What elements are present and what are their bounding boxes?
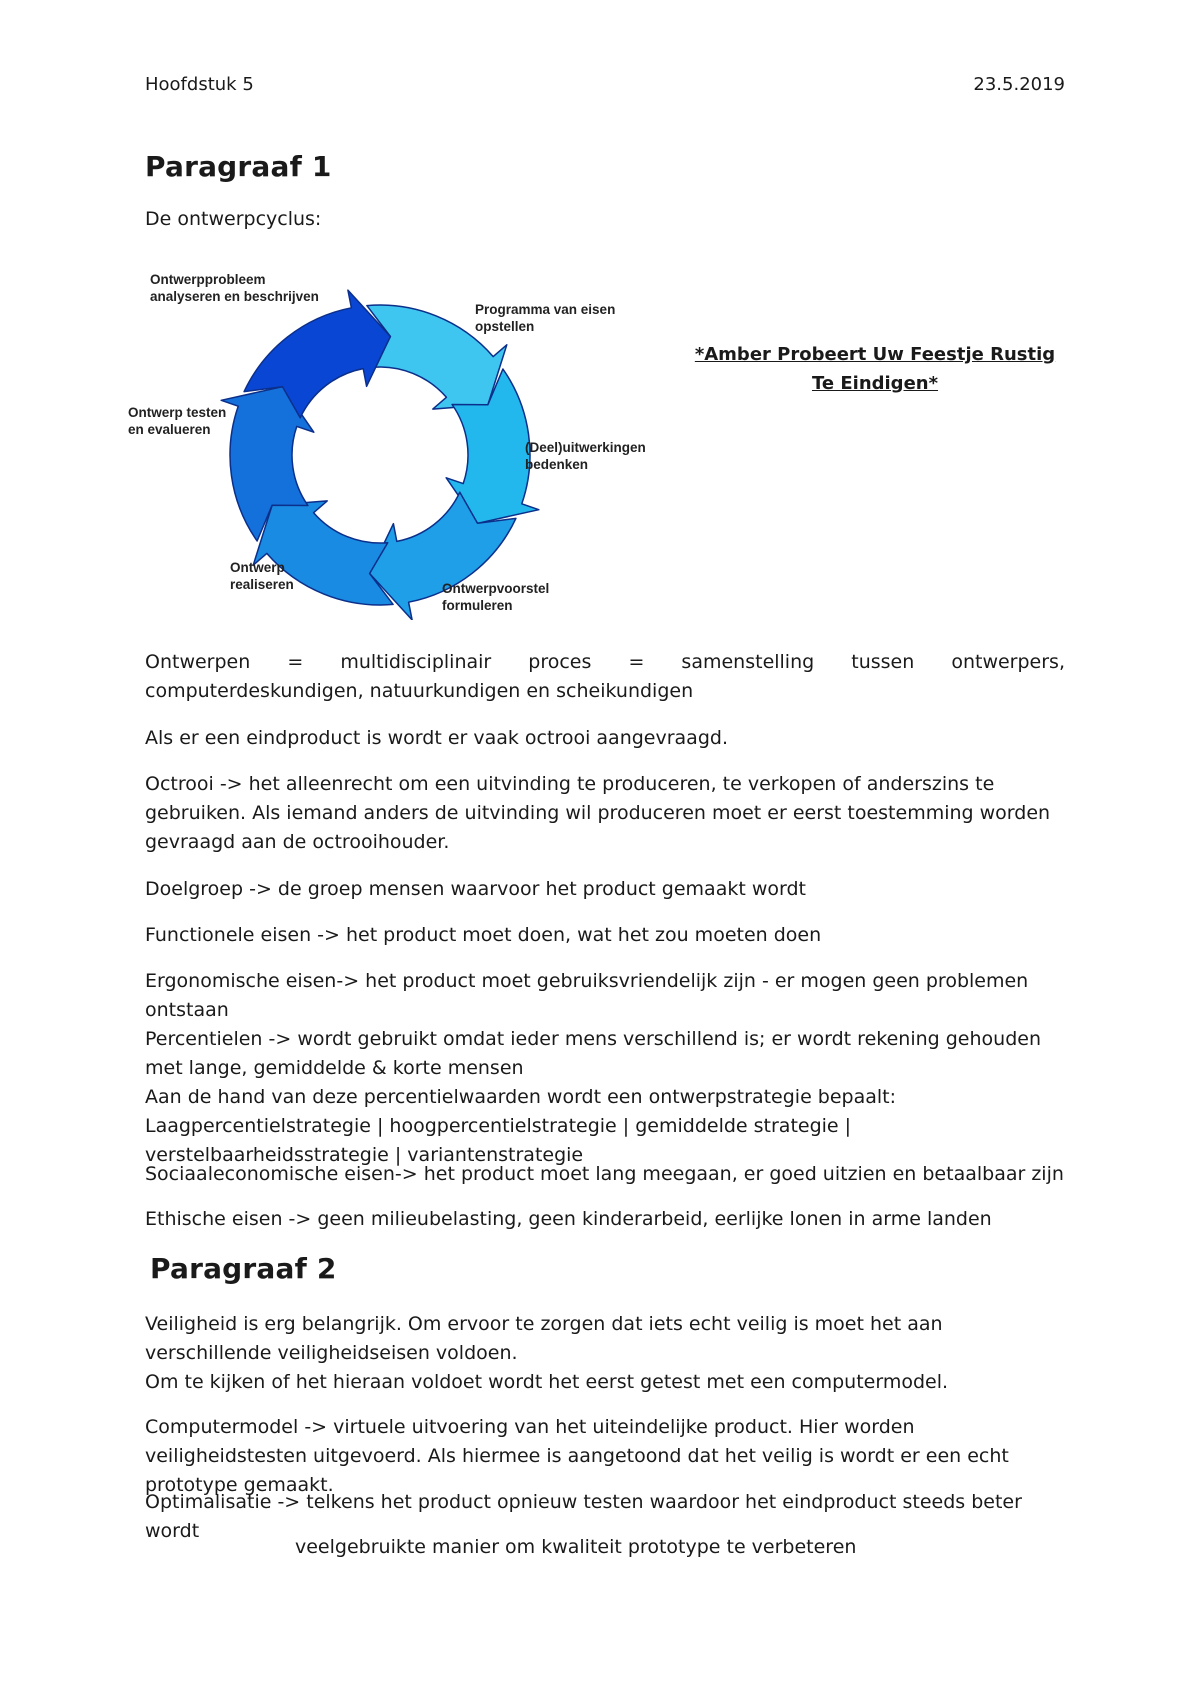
ergonomic-block [145, 967, 1065, 1170]
paragraph-sociaaleconomisch: Sociaaleconomische eisen-> het product moet lang meegaan, er goed uitzien en betaalbaar zijn [145, 1163, 1064, 1185]
paragraph-optimalisatie: Optimalisatie -> telkens het product opnieuw testen waardoor het eindproduct steeds beter wordt [145, 1491, 1022, 1542]
cycle-label-6 [128, 405, 226, 437]
section-2-title: Paragraaf 2 [150, 1252, 337, 1285]
svg-text:Ontwerpvoorstel: Ontwerpvoorstel [442, 581, 550, 596]
paragraph-ontwerpen: Ontwerpen = multidisciplinair proces = samenstelling tussen ontwerpers, computerdeskundigen, natuurkundigen en scheikundigen [145, 651, 1065, 702]
cycle-label-3 [525, 440, 646, 472]
percentielen-line: Percentielen -> wordt gebruikt omdat ieder mens verschillend is; er wordt rekening gehouden met lange, gemiddelde & korte mensen [145, 1028, 1041, 1079]
optimalisatie-note: veelgebruikte manier om kwaliteit prototype te verbeteren [295, 1536, 857, 1558]
design-cycle-diagram [120, 260, 680, 620]
strategy-list-line: Laagpercentielstrategie | hoogpercentielstrategie | gemiddelde strategie | verstelbaarheidsstrategie | variantenstrategie [145, 1115, 852, 1166]
date-header: 23.5.2019 [973, 74, 1065, 95]
svg-text:Programma van eisen: Programma van eisen [475, 302, 616, 317]
paragraph-functionele-eisen: Functionele eisen -> het product moet doen, wat het zou moeten doen [145, 924, 822, 946]
mnemonic-text: *Amber Probeert Uw Feestje Rustig Te Eindigen* [694, 344, 1056, 394]
paragraph-computermodel: Computermodel -> virtuele uitvoering van het uiteindelijke product. Hier worden veiligheidstesten uitgevoerd. Als hiermee is aangetoond dat het veilig is wordt er een echt prototype gemaakt. [145, 1416, 1009, 1496]
cycle-label-5 [230, 560, 294, 592]
paragraph-octrooi: Octrooi -> het alleenrecht om een uitvinding te produceren, te verkopen of anderszins te gebruiken. Als iemand anders de uitvinding wil produceren moet er eerst toestemming worden gevraagd aan de octrooihouder. [145, 773, 1051, 853]
svg-text:opstellen: opstellen [475, 319, 535, 334]
cycle-label-1 [150, 272, 319, 304]
section-1-title: Paragraaf 1 [145, 150, 332, 183]
cycle-subtitle: De ontwerpcyclus: [145, 208, 322, 230]
computermodel-test-line: Om te kijken of het hieraan voldoet wordt het eerst getest met een computermodel. [145, 1371, 949, 1393]
cycle-label-2 [475, 302, 615, 334]
svg-text:Ontwerp testen: Ontwerp testen [128, 405, 227, 420]
paragraph-octrooi-aanvraag: Als er een eindproduct is wordt er vaak octrooi aangevraagd. [145, 727, 728, 749]
ergonomic-line: Ergonomische eisen-> het product moet gebruiksvriendelijk zijn - er mogen geen problemen ontstaan [145, 970, 1029, 1021]
svg-text:formuleren: formuleren [442, 598, 513, 613]
svg-text:(Deel)uitwerkingen: (Deel)uitwerkingen [525, 440, 646, 455]
cycle-label-4 [442, 581, 549, 613]
paragraph-ethisch: Ethische eisen -> geen milieubelasting, geen kinderarbeid, eerlijke lonen in arme landen [145, 1208, 992, 1230]
paragraph-doelgroep: Doelgroep -> de groep mensen waarvoor het product gemaakt wordt [145, 878, 806, 900]
svg-text:realiseren: realiseren [230, 577, 294, 592]
svg-text:analyseren en beschrijven: analyseren en beschrijven [150, 289, 319, 304]
svg-text:bedenken: bedenken [525, 457, 589, 472]
svg-text:Ontwerpprobleem: Ontwerpprobleem [150, 272, 266, 287]
safety-block [145, 1310, 1065, 1397]
svg-text:en evalueren: en evalueren [128, 422, 211, 437]
safety-line: Veiligheid is erg belangrijk. Om ervoor te zorgen dat iets echt veilig is moet het aan verschillende veiligheidseisen voldoen. [145, 1313, 943, 1364]
chapter-header: Hoofdstuk 5 [145, 74, 254, 95]
svg-text:Ontwerp: Ontwerp [230, 560, 285, 575]
strategy-intro-line: Aan de hand van deze percentielwaarden wordt een ontwerpstrategie bepaalt: [145, 1086, 897, 1108]
